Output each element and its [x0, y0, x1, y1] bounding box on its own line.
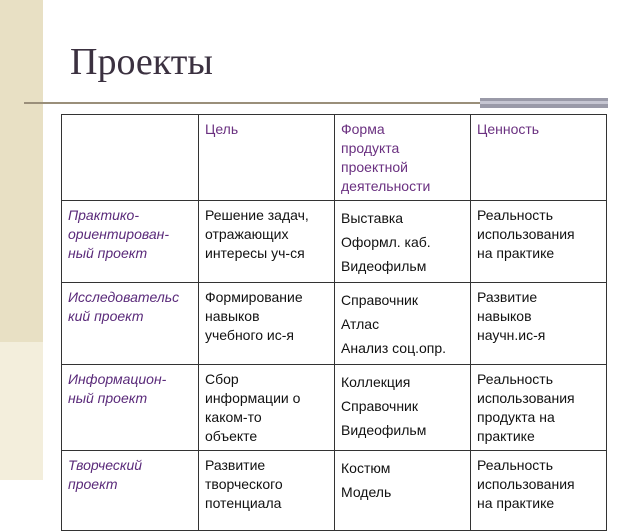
cell-line: Творческий	[68, 457, 143, 473]
left-decor-band-lower	[0, 342, 43, 480]
goal-cell	[199, 365, 335, 451]
cell-line: использования	[477, 390, 575, 406]
project-type-cell	[62, 283, 199, 365]
cell-line: Исследовательс	[68, 289, 180, 305]
value-cell	[471, 451, 607, 531]
project-type-cell	[62, 365, 199, 451]
cell-line: потенциала	[205, 495, 282, 511]
cell-line: кий проект	[68, 308, 144, 324]
cell-line: Формирование	[205, 289, 303, 305]
cell-line: Модель	[341, 484, 392, 500]
cell-line: Видеофильм	[341, 422, 427, 438]
form-cell	[335, 201, 471, 283]
cell-line: продукта на	[477, 409, 555, 425]
cell-line: Выставка	[341, 210, 404, 226]
title-underline	[24, 102, 480, 104]
cell-line: отражающих	[205, 226, 289, 242]
cell-line: Анализ соц.опр.	[341, 340, 447, 356]
cell-line: Справочник	[341, 292, 418, 308]
cell-line: Видеофильм	[341, 258, 427, 274]
cell-line: Справочник	[341, 398, 418, 414]
cell-line: Коллекция	[341, 374, 411, 390]
cell-line: ориентирован-	[68, 226, 170, 242]
project-type-cell	[62, 201, 199, 283]
table-header-row	[62, 115, 607, 201]
goal-cell	[199, 201, 335, 283]
cell-line: Решение задач,	[205, 207, 309, 223]
cell-line: практике	[477, 428, 535, 444]
table-row	[62, 283, 607, 365]
cell-line: Оформл. каб.	[341, 234, 431, 250]
header-value-text: Ценность	[477, 121, 540, 137]
goal-cell	[199, 283, 335, 365]
cell-line: Практико-	[68, 207, 139, 223]
header-cell-form	[335, 115, 471, 201]
table-row	[62, 451, 607, 531]
cell-line: творческого	[205, 476, 283, 492]
cell-line: использования	[477, 226, 575, 242]
cell-line: Информацион-	[68, 371, 167, 387]
slide-title: Проекты	[70, 41, 213, 83]
header-form-line: деятельности	[341, 178, 431, 194]
form-cell	[335, 283, 471, 365]
table-row	[62, 365, 607, 451]
cell-line: интересы уч-ся	[205, 245, 305, 261]
cell-line: каком-то	[205, 409, 262, 425]
header-form-line: продукта	[341, 140, 400, 156]
cell-line: Реальность	[477, 457, 553, 473]
value-cell	[471, 283, 607, 365]
form-cell	[335, 365, 471, 451]
title-accent-block	[480, 98, 608, 108]
header-cell-empty	[62, 115, 199, 201]
value-cell	[471, 365, 607, 451]
cell-line: Костюм	[341, 460, 391, 476]
cell-line: объекте	[205, 428, 258, 444]
cell-line: ный проект	[68, 245, 148, 261]
header-cell-goal	[199, 115, 335, 201]
cell-line: учебного ис-я	[205, 327, 294, 343]
cell-line: Реальность	[477, 371, 553, 387]
header-form-line: проектной	[341, 159, 408, 175]
cell-line: использования	[477, 476, 575, 492]
cell-line: на практике	[477, 495, 555, 511]
value-cell	[471, 201, 607, 283]
cell-line: Развитие	[205, 457, 266, 473]
form-cell	[335, 451, 471, 531]
cell-line: проект	[68, 476, 118, 492]
projects-table	[61, 114, 607, 531]
cell-line: научн.ис-я	[477, 327, 546, 343]
cell-line: навыков	[205, 308, 260, 324]
header-goal-text: Цель	[205, 121, 239, 137]
header-cell-value	[471, 115, 607, 201]
cell-line: Реальность	[477, 207, 553, 223]
goal-cell	[199, 451, 335, 531]
cell-line: на практике	[477, 245, 555, 261]
cell-line: информации о	[205, 390, 301, 406]
project-type-cell	[62, 451, 199, 531]
cell-line: Сбор	[205, 371, 239, 387]
cell-line: Атлас	[341, 316, 380, 332]
cell-line: навыков	[477, 308, 532, 324]
header-form-line: Форма	[341, 121, 385, 137]
table-row	[62, 201, 607, 283]
cell-line: Развитие	[477, 289, 538, 305]
cell-line: ный проект	[68, 390, 148, 406]
